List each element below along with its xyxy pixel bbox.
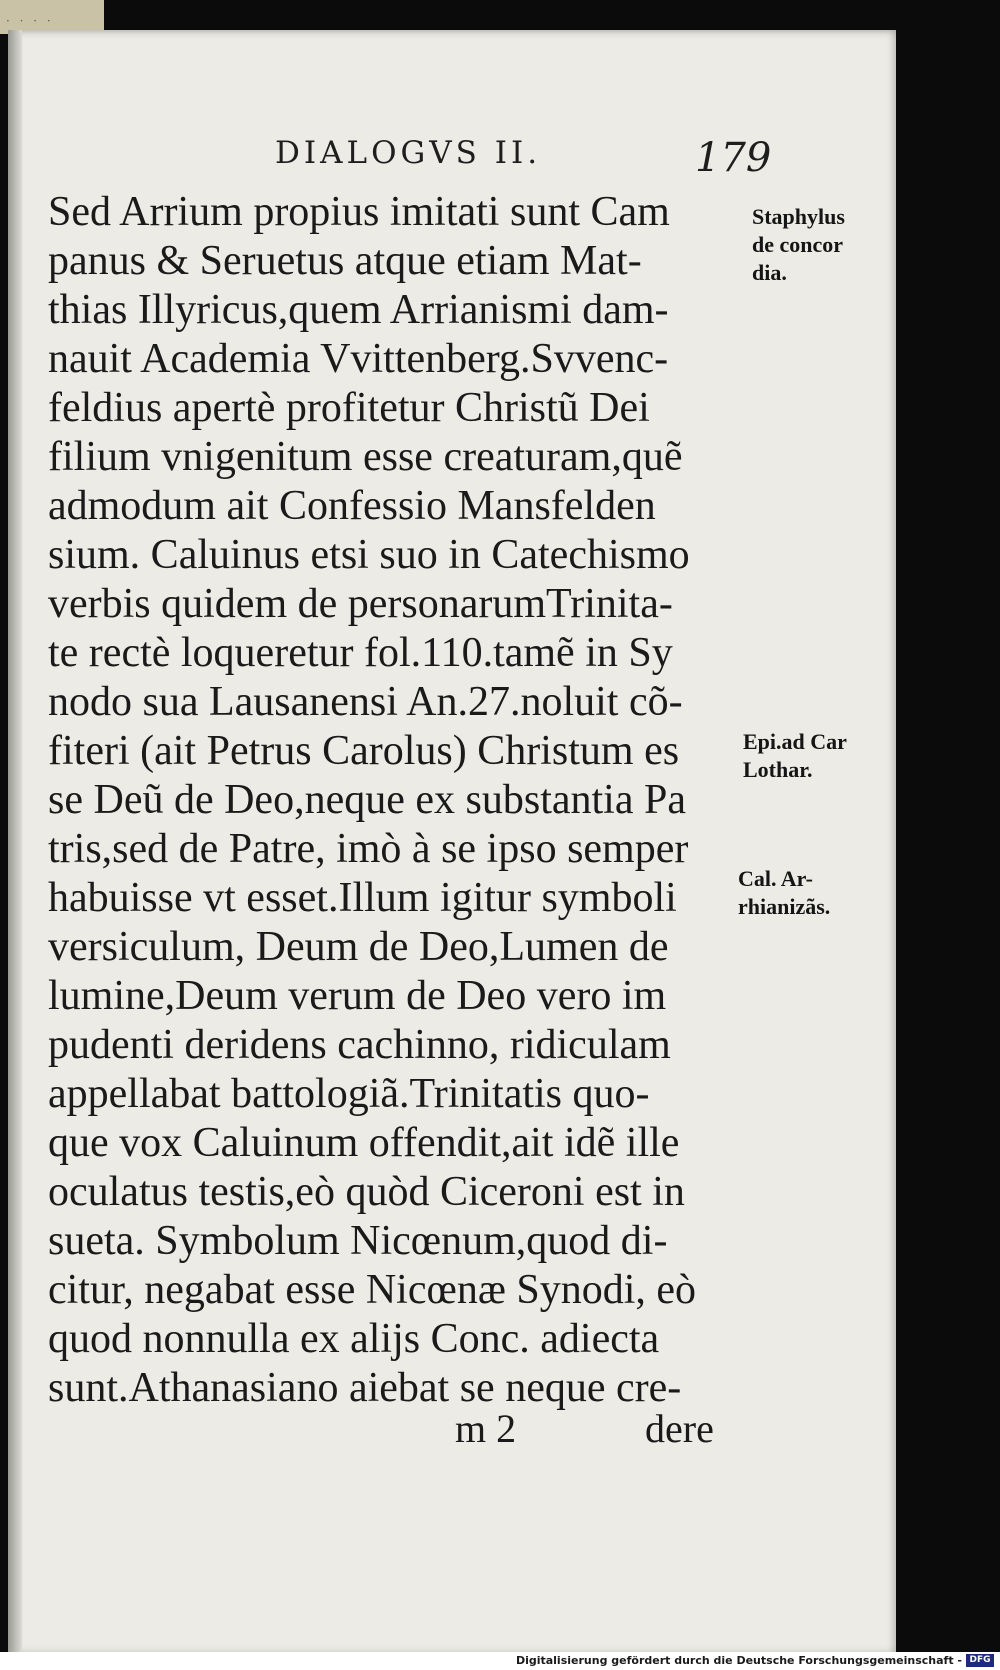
text-line: habuisse vt esset.Illum igitur symboli xyxy=(48,875,677,921)
margin-note-line: Epi.ad Car xyxy=(743,729,847,754)
text-line: appellabat battologiã.Trinitatis quo- xyxy=(48,1071,650,1117)
credit-text: Digitalisierung gefördert durch die Deutsche Forschungsgemeinschaft - xyxy=(515,1654,962,1667)
text-line: tris,sed de Patre, imò à se ipso semper xyxy=(48,826,689,872)
margin-note-line: dia. xyxy=(752,260,787,285)
text-line: admodum ait Confessio Mansfelden xyxy=(48,483,656,529)
text-line: que vox Caluinum offendit,ait idẽ ille xyxy=(48,1120,680,1166)
catchword: dere xyxy=(645,1406,714,1451)
margin-note-line: Staphylus xyxy=(752,204,845,229)
margin-note-staphylus xyxy=(752,203,845,287)
running-title: DIALOGVS II. xyxy=(275,135,542,171)
text-line: quod nonnulla ex alijs Conc. adiecta xyxy=(48,1316,660,1362)
text-line: te rectè loqueretur fol.110.tamẽ in Sy xyxy=(48,630,673,676)
dfg-logo: DFG xyxy=(966,1654,994,1667)
margin-note-line: rhianizãs. xyxy=(738,894,831,919)
text-line: filium vnigenitum esse creaturam,quẽ xyxy=(48,434,683,480)
page-number: 179 xyxy=(695,135,772,181)
margin-note-line: de concor xyxy=(752,232,844,257)
margin-note-epistola xyxy=(743,728,847,784)
text-line: sium. Caluinus etsi suo in Catechismo xyxy=(48,532,690,578)
body-text xyxy=(48,188,748,1413)
text-line: feldius apertè profitetur Christũ Dei xyxy=(48,385,650,431)
text-line: pudenti deridens cachinno, ridiculam xyxy=(48,1022,671,1068)
text-line: oculatus testis,eò quòd Ciceroni est in xyxy=(48,1169,685,1215)
margin-note-calvin xyxy=(738,865,830,921)
page-header xyxy=(275,105,772,181)
text-line: thias Illyricus,quem Arrianismi dam- xyxy=(48,287,669,333)
text-line: panus & Seruetus atque etiam Mat- xyxy=(48,238,642,284)
page-gutter xyxy=(8,30,22,1655)
signature-mark: m 2 xyxy=(455,1406,517,1451)
text-line: versiculum, Deum de Deo,Lumen de xyxy=(48,924,669,970)
margin-note-line: Lothar. xyxy=(743,757,813,782)
text-line: nodo sua Lausanensi An.27.noluit cõ- xyxy=(48,679,683,725)
text-line: citur, negabat esse Nicœnæ Synodi, eò xyxy=(48,1267,697,1313)
archive-tab xyxy=(0,0,104,34)
text-line: verbis quidem de personarumTrinita- xyxy=(48,581,673,627)
text-line: lumine,Deum verum de Deo vero im xyxy=(48,973,667,1019)
tab-dots: · · · · xyxy=(6,14,54,28)
margin-note-line: Cal. Ar- xyxy=(738,866,813,891)
text-line: nauit Academia Vvittenberg.Svvenc- xyxy=(48,336,669,382)
text-line: sunt.Athanasiano aiebat se neque cre- xyxy=(48,1365,682,1411)
text-line: Sed Arrium propius imitati sunt Cam xyxy=(48,189,670,235)
text-line: sueta. Symbolum Nicœnum,quod di- xyxy=(48,1218,668,1264)
text-line: fiteri (ait Petrus Carolus) Christum es xyxy=(48,728,680,774)
digitization-credit-bar xyxy=(0,1652,1000,1670)
text-line: se Deũ de Deo,neque ex substantia Pa xyxy=(48,777,686,823)
